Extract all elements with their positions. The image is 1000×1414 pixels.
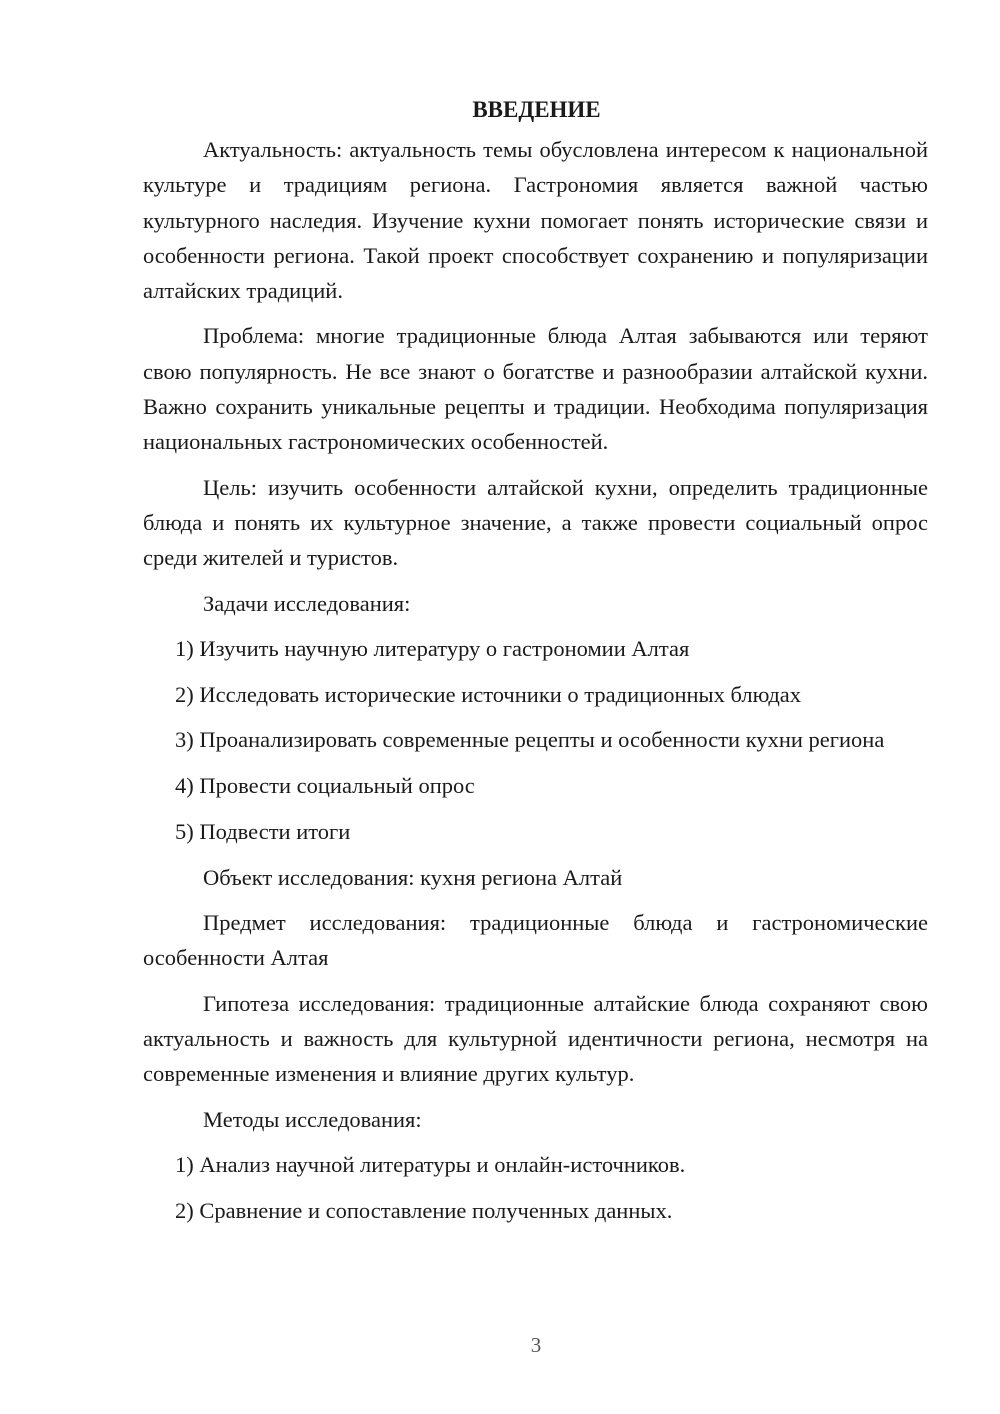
- task-item-5: 5) Подвести итоги: [175, 819, 351, 845]
- object-paragraph: Объект исследования: кухня региона Алтай: [203, 864, 623, 890]
- method-item-1: 1) Анализ научной литературы и онлайн-источников.: [175, 1151, 686, 1177]
- page-number: 3: [530, 1333, 542, 1357]
- task-item-1: 1) Изучить научную литературу о гастрономии Алтая: [175, 635, 690, 661]
- section-title: ВВЕДЕНИЕ: [472, 97, 601, 122]
- task-item-3: 3) Проанализировать современные рецепты и особенности кухни региона: [175, 727, 885, 753]
- document-page: [143, 92, 928, 1239]
- relevance-paragraph: Актуальность: актуальность темы обусловлена интересом к национальной культуре и традициям региона. Гастрономия является важной частью культурного наследия. Изучение кухни помогает понять исторические связи и особенности региона. Такой проект способствует сохранению и популяризации алтайских традиций.: [143, 137, 928, 304]
- goal-paragraph: Цель: изучить особенности алтайской кухни, определить традиционные блюда и понять их культурное значение, а также провести социальный опрос среди жителей и туристов.: [143, 474, 928, 571]
- tasks-heading: Задачи исследования:: [203, 590, 411, 616]
- task-item-4: 4) Провести социальный опрос: [175, 773, 475, 799]
- task-item-2: 2) Исследовать исторические источники о традиционных блюдах: [175, 681, 802, 707]
- problem-paragraph: Проблема: многие традиционные блюда Алтая забываются или теряют свою популярность. Не все знают о богатстве и разнообразии алтайской кухни. Важно сохранить уникальные рецепты и традиции. Необходима популяризация национальных гастрономических особенностей.: [143, 323, 928, 455]
- tasks-list: [143, 631, 928, 849]
- subject-paragraph: Предмет исследования: традиционные блюда и гастрономические особенности Алтая: [143, 910, 928, 971]
- hypothesis-paragraph: Гипотеза исследования: традиционные алтайские блюда сохраняют свою актуальность и важность для культурной идентичности региона, несмотря на современные изменения и влияние других культур.: [143, 990, 928, 1087]
- method-item-2: 2) Сравнение и сопоставление полученных данных.: [175, 1197, 673, 1223]
- methods-list: [143, 1147, 928, 1228]
- methods-heading: Методы исследования:: [203, 1106, 422, 1132]
